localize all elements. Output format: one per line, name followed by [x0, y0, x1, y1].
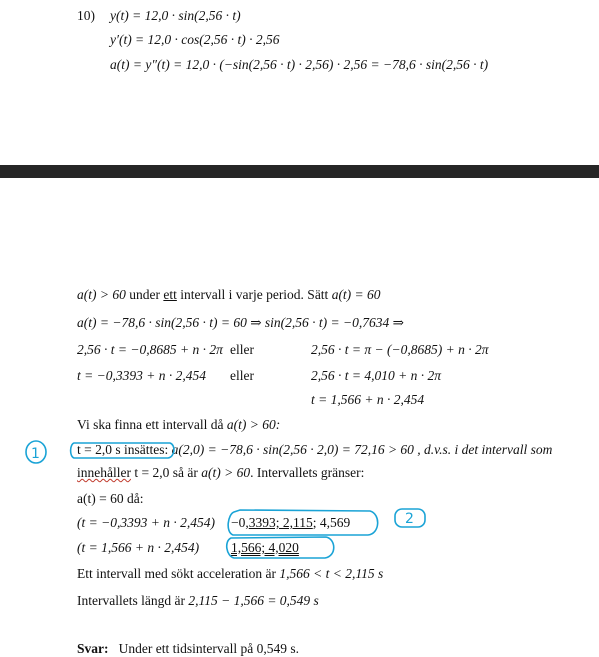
or-label-2: eller — [230, 368, 254, 383]
step-1-mark: 1 — [31, 446, 40, 462]
interval-text: Ett intervall med sökt acceleration är — [77, 566, 280, 581]
interval-line — [77, 566, 383, 582]
length-line — [77, 593, 319, 609]
length-text: Intervallets längd är — [77, 593, 189, 608]
insert-calculation: a(2,0) = −78,6 · sin(2,56 · 2,0) = 72,16 > 60 , d.v.s. i det intervall som — [168, 442, 553, 457]
contains-text-2: . Intervallets gränser: — [250, 465, 365, 480]
contains-line — [77, 465, 364, 481]
intro-text-1: under — [125, 287, 164, 302]
equation-velocity: y′(t) = 12,0 · cos(2,56 · t) · 2,56 — [110, 32, 280, 47]
solution-b-3: t = 1,566 + n · 2,454 — [311, 392, 425, 407]
contains-word: innehåller — [77, 465, 131, 480]
intro-condition: a(t) > 60 — [77, 287, 126, 302]
step-2-box — [395, 509, 425, 527]
bounds-formula-2: (t = 1,566 + n · 2,454) — [77, 540, 200, 555]
bounds-values-1-prefix: −0, — [231, 515, 249, 530]
length-value: 2,115 − 1,566 = 0,549 s — [188, 593, 319, 608]
insert-label: t = 2,0 s insättes: — [77, 442, 169, 457]
bounds-values-1-suffix: ; 4,569 — [312, 515, 351, 530]
interval-value: 1,566 < t < 2,115 s — [279, 566, 384, 581]
find-interval-text: Vi ska finna ett intervall då — [77, 417, 227, 432]
step-2-mark: 2 — [405, 511, 414, 527]
bounds-heading: a(t) = 60 då: — [77, 491, 144, 506]
answer-text: Under ett tidsintervall på 0,549 s. — [118, 641, 299, 656]
intro-emphasis: ett — [163, 287, 177, 302]
solution-b-2: 2,56 · t = 4,010 + n · 2π — [311, 368, 441, 383]
solution-b-1: 2,56 · t = π − (−0,8685) + n · 2π — [311, 342, 489, 357]
solve-line: a(t) = −78,6 · sin(2,56 · t) = 60 ⇒ sin(2,56 · t) = −0,7634 ⇒ — [77, 315, 404, 330]
intro-line — [77, 287, 381, 303]
equation-acceleration: a(t) = y″(t) = 12,0 · (−sin(2,56 · t) · 2,56) · 2,56 = −78,6 · sin(2,56 · t) — [110, 57, 489, 72]
equation-position: y(t) = 12,0 · sin(2,56 · t) — [110, 8, 241, 23]
intro-text-2: intervall i varje period. Sätt — [176, 287, 332, 302]
bounds-values-1-underlined: 3393; 2,115 — [248, 515, 313, 530]
solution-a-1: 2,56 · t = −0,8685 + n · 2π — [77, 342, 223, 357]
problem-number: 10) — [77, 8, 95, 23]
contains-condition: a(t) > 60 — [201, 465, 251, 480]
bounds-values-1 — [231, 515, 350, 531]
insert-line — [77, 442, 552, 458]
bounds-values-2: 1,566; 4,020 — [231, 540, 299, 555]
find-interval-condition: a(t) > 60: — [226, 417, 281, 432]
find-interval-line — [77, 417, 280, 433]
solution-a-2: t = −0,3393 + n · 2,454 — [77, 368, 206, 383]
step-1-circle — [26, 441, 46, 463]
intro-equation: a(t) = 60 — [331, 287, 381, 302]
section-divider — [0, 165, 599, 178]
bounds-formula-1: (t = −0,3393 + n · 2,454) — [77, 515, 215, 530]
answer-label: Svar: — [77, 641, 109, 656]
or-label-1: eller — [230, 342, 254, 357]
contains-text: t = 2,0 så är — [130, 465, 202, 480]
